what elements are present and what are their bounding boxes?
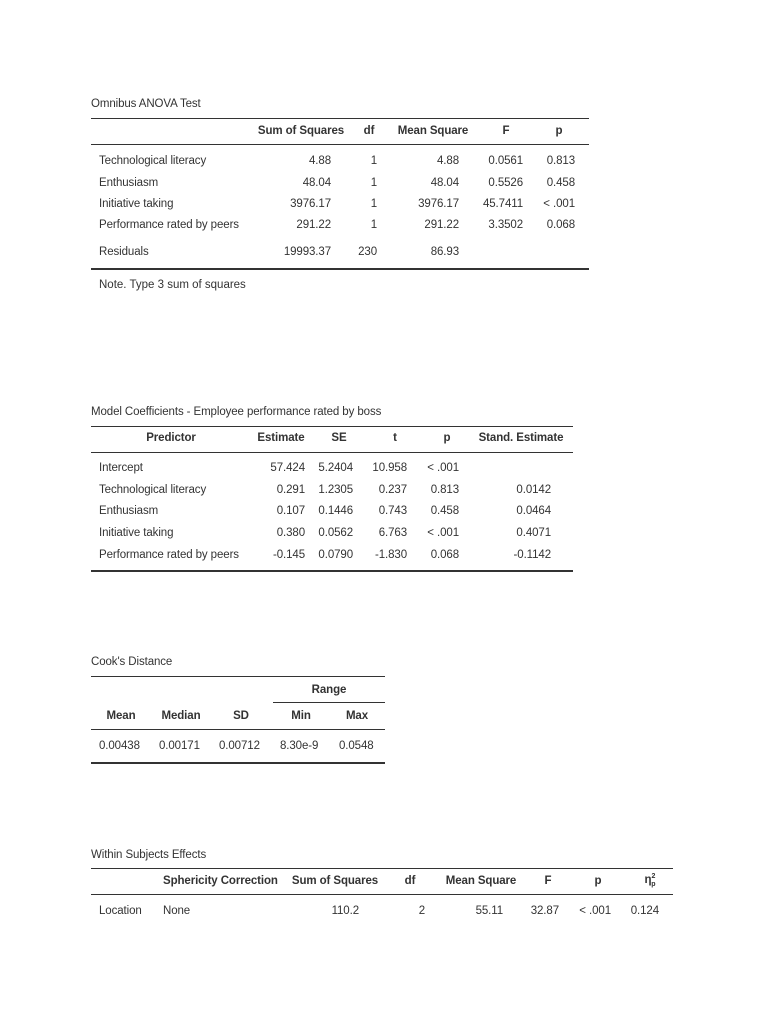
header-rule [91,452,573,453]
cell-df: 230 [358,246,377,258]
cell-t: 6.763 [378,527,407,539]
range-rule [273,702,385,703]
cell-mean: 0.00438 [99,740,140,752]
cell-se: 0.0562 [318,527,353,539]
table-top-rule [91,426,573,427]
cell-ss: 19993.37 [283,246,331,258]
cell-ss: 3976.17 [290,198,331,210]
cell-estimate: 0.107 [276,505,305,517]
cell-ss: 4.88 [309,155,331,167]
cell-std: 0.0464 [516,505,551,517]
anova-title: Omnibus ANOVA Test [91,98,201,110]
coef-header-std: Stand. Estimate [478,432,564,444]
cell-std: -0.1142 [513,549,551,561]
coef-header-t: t [393,432,397,444]
within-header-p: p [594,875,602,887]
cell-ms: 48.04 [430,177,459,189]
within-title: Within Subjects Effects [91,849,207,861]
cell-sd: 0.00712 [219,740,260,752]
cell-df: 1 [370,219,377,231]
row-label: Residuals [99,246,149,258]
anova-header-ms: Mean Square [397,125,469,137]
row-label: Enthusiasm [99,177,159,189]
cooks-range-header: Range [311,684,347,696]
cell-t: 10.958 [372,462,407,474]
coef-header-predictor: Predictor [146,432,196,444]
row-label: Enthusiasm [99,505,159,517]
eta-symbol: η [644,873,652,886]
anova-header-df: df [363,125,375,137]
cell-df: 2 [418,905,425,917]
cell-estimate: 57.424 [270,462,305,474]
anova-header-p: p [555,125,563,137]
within-header-df: df [404,875,416,887]
cell-p: 0.068 [430,549,459,561]
cell-ms: 3976.17 [418,198,459,210]
cell-ms: 4.88 [437,155,459,167]
within-header-ms: Mean Square [445,875,517,887]
cell-f: 0.0561 [488,155,523,167]
eta-sup: 2 [651,873,656,880]
cell-min: 8.30e-9 [280,740,319,752]
cell-se: 1.2305 [318,484,353,496]
coef-title: Model Coefficients - Employee performance rated by boss [91,406,382,418]
cell-f: 45.7411 [482,198,523,210]
within-header-ss: Sum of Squares [291,875,379,887]
coef-header-p: p [443,432,451,444]
cell-estimate: 0.291 [276,484,305,496]
cell-ss: 48.04 [302,177,331,189]
cell-p: 0.813 [546,155,575,167]
cell-df: 1 [370,177,377,189]
cell-std: 0.4071 [516,527,551,539]
cell-f: 0.5526 [488,177,523,189]
cell-p: < .001 [427,527,459,539]
row-label: Performance rated by peers [99,549,239,561]
row-label: Technological literacy [99,484,207,496]
coef-header-se: SE [331,432,347,444]
cell-ms: 86.93 [430,246,459,258]
cooks-header-min: Min [291,710,311,722]
row-label: Performance rated by peers [99,219,239,231]
anova-header-f: F [502,125,510,137]
within-header-correction: Sphericity Correction [163,875,278,887]
cell-std: 0.0142 [516,484,551,496]
coefficients-table [91,406,573,576]
table-top-rule [91,118,589,119]
cell-t: 0.743 [378,505,407,517]
row-label: Technological literacy [99,155,207,167]
cell-ms: 291.22 [424,219,459,231]
cell-p: 0.068 [546,219,575,231]
cell-p: 0.813 [430,484,459,496]
cooks-title: Cook's Distance [91,656,173,668]
cell-se: 5.2404 [318,462,353,474]
row-label: Initiative taking [99,198,174,210]
cell-p: < .001 [427,462,459,474]
table-bottom-rule [91,570,573,572]
within-header-eta [635,873,665,888]
header-rule [91,144,589,145]
table-bottom-rule [91,268,589,270]
cell-p: < .001 [543,198,575,210]
within-subjects-table [91,849,673,939]
table-bottom-rule [91,762,385,764]
table-top-rule [91,868,673,869]
cell-correction: None [163,905,191,917]
anova-table [91,98,589,298]
cell-p: < .001 [579,905,611,917]
within-header-f: F [544,875,552,887]
cooks-header-median: Median [161,710,201,722]
cell-p: 0.458 [546,177,575,189]
cell-ss: 110.2 [331,905,359,917]
cell-eta: 0.124 [630,905,659,917]
cell-max: 0.0548 [339,740,374,752]
header-rule [91,894,673,895]
row-label: Location [99,905,142,917]
row-label: Intercept [99,462,143,474]
cooks-header-max: Max [345,710,369,722]
cell-df: 1 [370,155,377,167]
cell-ms: 55.11 [475,905,503,917]
cell-se: 0.0790 [318,549,353,561]
cell-f: 32.87 [530,905,559,917]
header-rule [91,729,385,730]
row-label: Initiative taking [99,527,174,539]
cell-median: 0.00171 [159,740,200,752]
anova-note: Note. Type 3 sum of squares [99,279,246,291]
cell-estimate: -0.145 [272,549,305,561]
cell-t: 0.237 [378,484,407,496]
cell-ss: 291.22 [296,219,331,231]
cell-df: 1 [370,198,377,210]
eta-sub: p [651,881,656,889]
cell-p: 0.458 [430,505,459,517]
cell-estimate: 0.380 [276,527,305,539]
table-top-rule [91,676,385,677]
cell-f: 3.3502 [488,219,523,231]
coef-header-estimate: Estimate [257,432,305,444]
anova-header-ss: Sum of Squares [257,125,345,137]
cooks-header-sd: SD [233,710,249,722]
cooks-header-mean: Mean [106,710,136,722]
cell-t: -1.830 [374,549,407,561]
cell-se: 0.1446 [318,505,353,517]
cooks-distance-table [91,656,385,768]
